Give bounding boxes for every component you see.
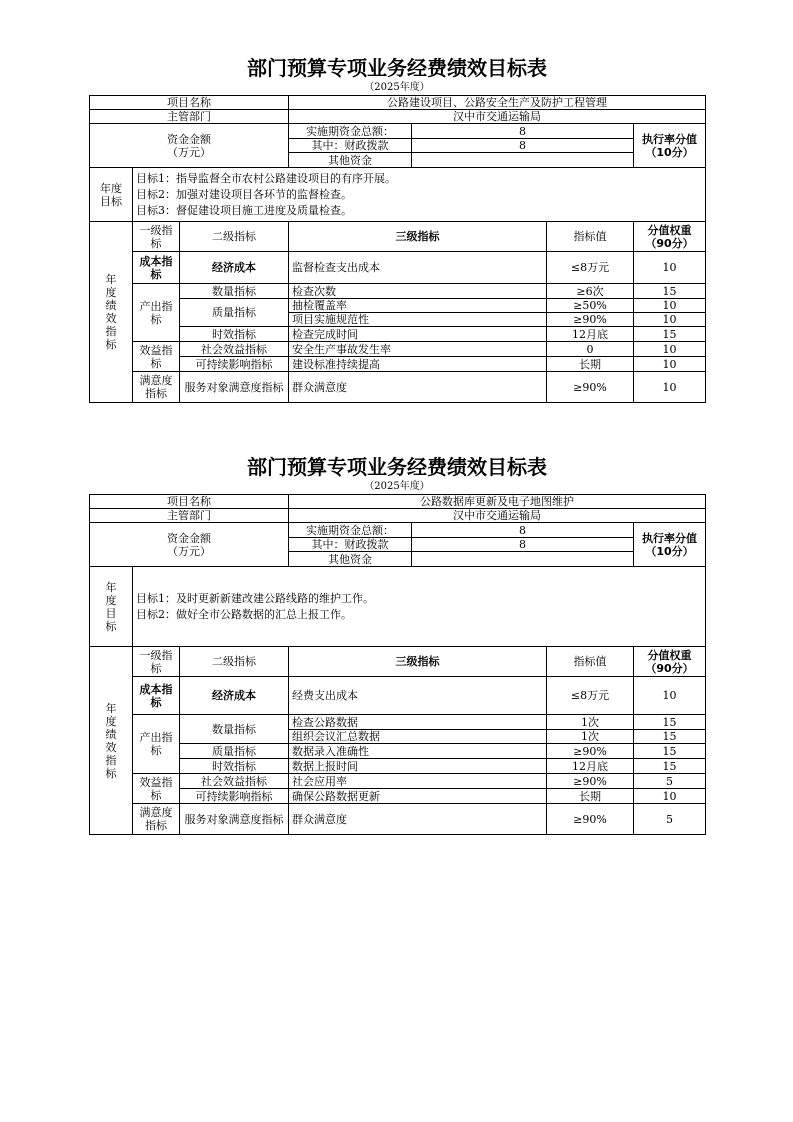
quality-item-weight: 10 <box>634 299 706 313</box>
quantity-label: 数量指标 <box>180 284 289 299</box>
annual-goal-char: 标 <box>105 619 117 633</box>
sustain-item-value: 长期 <box>547 789 634 804</box>
sustain-item-weight: 10 <box>634 357 706 372</box>
annual-goal-label <box>90 168 133 222</box>
quantity-item-name: 组织会议汇总数据 <box>289 730 547 744</box>
quantity-item-value: 1次 <box>547 730 634 744</box>
social-item-value: ≥90% <box>547 774 634 789</box>
annual-goal-char: 年 <box>105 580 117 594</box>
timeliness-label: 时效指标 <box>180 327 289 342</box>
total-funds-value: 8 <box>412 124 634 139</box>
exec-rate-header <box>634 124 706 168</box>
project-name-label: 项目名称 <box>90 495 289 509</box>
timeliness-item-weight: 15 <box>634 759 706 774</box>
timeliness-item-name: 数据上报时间 <box>289 759 547 774</box>
weight-label: 分值权重 <box>647 648 692 662</box>
funds-unit-text: （万元） <box>167 544 211 558</box>
performance-table <box>89 95 706 403</box>
funds-label-text: 资金金额 <box>167 531 211 545</box>
cost-item-value: ≤8万元 <box>547 252 634 284</box>
funds-label <box>90 523 289 567</box>
project-name-value: 公路建设项目、公路安全生产及防护工程管理 <box>289 96 706 110</box>
benefit-indicator-label: 效益指标 <box>133 342 180 372</box>
benefit-indicator-label: 效益指标 <box>133 774 180 804</box>
annual-goal-label-2: 目标 <box>100 194 122 208</box>
sheet-title: 部门预算专项业务经费绩效目标表 <box>247 56 547 80</box>
annual-goal-label-1: 年度 <box>100 181 122 195</box>
other-funds-label: 其他资金 <box>289 153 412 168</box>
quality-item-weight: 15 <box>634 744 706 759</box>
satisfaction-indicator-label: 满意度指标 <box>133 372 180 403</box>
satisfaction-item-weight: 5 <box>634 804 706 835</box>
exec-rate-label: 执行率分值 <box>642 531 697 545</box>
satisfaction-item-value: ≥90% <box>547 804 634 835</box>
perf-label-char: 度 <box>105 714 117 728</box>
quantity-label: 数量指标 <box>180 715 289 744</box>
performance-table <box>89 494 706 835</box>
quantity-item-weight: 15 <box>634 730 706 744</box>
perf-label-char: 标 <box>105 338 117 351</box>
timeliness-item-value: 12月底 <box>547 759 634 774</box>
sustain-label: 可持续影响指标 <box>180 357 289 372</box>
social-item-value: 0 <box>547 342 634 357</box>
social-item-name: 安全生产事故发生率 <box>289 342 547 357</box>
level1-header: 一级指标 <box>133 222 180 252</box>
social-benefit-label: 社会效益指标 <box>180 774 289 789</box>
funds-label <box>90 124 289 168</box>
exec-rate-score: （10分） <box>645 145 694 159</box>
quality-item-value: ≥90% <box>547 744 634 759</box>
quality-item-name: 抽检覆盖率 <box>289 299 547 313</box>
department-value: 汉中市交通运输局 <box>289 509 706 523</box>
timeliness-item-weight: 15 <box>634 327 706 342</box>
weight-score: （90分） <box>645 661 694 675</box>
timeliness-label: 时效指标 <box>180 759 289 774</box>
annual-goal-label <box>90 567 133 647</box>
other-funds-label: 其他资金 <box>289 552 412 567</box>
annual-goal-content <box>133 168 706 222</box>
level2-header: 二级指标 <box>180 222 289 252</box>
cost-item-weight: 10 <box>634 677 706 715</box>
sustain-label: 可持续影响指标 <box>180 789 289 804</box>
satisfaction-item-name: 群众满意度 <box>289 372 547 403</box>
funds-unit-text: （万元） <box>167 145 211 159</box>
other-funds-value <box>412 153 634 168</box>
fiscal-funds-label: 其中：财政拨款 <box>289 139 412 153</box>
quantity-item-weight: 15 <box>634 284 706 299</box>
quality-item-name: 数据录入准确性 <box>289 744 547 759</box>
total-funds-label: 实施期资金总额： <box>289 523 412 538</box>
satisfaction-item-name: 群众满意度 <box>289 804 547 835</box>
quality-item-weight: 10 <box>634 313 706 327</box>
goal-item: 目标1：指导监督全市农村公路建设项目的有序开展。 <box>136 172 396 185</box>
timeliness-item-value: 12月底 <box>547 327 634 342</box>
annual-goal-char: 目 <box>105 606 117 620</box>
sustain-item-name: 建设标准持续提高 <box>289 357 547 372</box>
quality-item-value: ≥50% <box>547 299 634 313</box>
fiscal-funds-value: 8 <box>412 538 634 552</box>
sustain-item-value: 长期 <box>547 357 634 372</box>
social-item-name: 社会应用率 <box>289 774 547 789</box>
satisfaction-indicator-label: 满意度指标 <box>133 804 180 835</box>
perf-label-char: 标 <box>105 766 117 780</box>
service-satisfaction-label: 服务对象满意度指标 <box>180 372 289 403</box>
social-benefit-label: 社会效益指标 <box>180 342 289 357</box>
perf-label-char: 度 <box>105 286 117 299</box>
cost-indicator-label: 成本指标 <box>133 252 180 284</box>
quality-label: 质量指标 <box>180 299 289 327</box>
perf-label-char: 绩 <box>105 299 117 312</box>
project-name-label: 项目名称 <box>90 96 289 110</box>
department-label: 主管部门 <box>90 110 289 124</box>
perf-label-char: 效 <box>105 312 117 325</box>
annual-goal-char: 度 <box>105 593 117 607</box>
other-funds-value <box>412 552 634 567</box>
department-value: 汉中市交通运输局 <box>289 110 706 124</box>
timeliness-item-name: 检查完成时间 <box>289 327 547 342</box>
social-item-weight: 5 <box>634 774 706 789</box>
fiscal-funds-value: 8 <box>412 139 634 153</box>
weight-score: （90分） <box>645 236 694 250</box>
level3-header: 三级指标 <box>289 222 547 252</box>
indicator-value-header: 指标值 <box>547 222 634 252</box>
perf-label-char: 年 <box>105 273 117 286</box>
goal-item: 目标2：做好全市公路数据的汇总上报工作。 <box>136 607 352 621</box>
level1-header: 一级指标 <box>133 647 180 677</box>
satisfaction-item-weight: 10 <box>634 372 706 403</box>
weight-header <box>634 222 706 252</box>
quantity-item-value: ≥6次 <box>547 284 634 299</box>
total-funds-value: 8 <box>412 523 634 538</box>
perf-label-char: 年 <box>105 701 117 715</box>
cost-item-name: 监督检查支出成本 <box>289 252 547 284</box>
cost-item-weight: 10 <box>634 252 706 284</box>
social-item-weight: 10 <box>634 342 706 357</box>
weight-header <box>634 647 706 677</box>
sheet-year: （2025年度） <box>364 481 430 492</box>
econ-cost-label: 经济成本 <box>180 252 289 284</box>
annual-goal-content <box>133 567 706 647</box>
level2-header: 二级指标 <box>180 647 289 677</box>
perf-label-char: 绩 <box>105 727 117 741</box>
sustain-item-name: 确保公路数据更新 <box>289 789 547 804</box>
perf-indicator-label <box>90 222 133 403</box>
exec-rate-label: 执行率分值 <box>642 132 697 146</box>
econ-cost-label: 经济成本 <box>180 677 289 715</box>
quality-item-value: ≥90% <box>547 313 634 327</box>
sustain-item-weight: 10 <box>634 789 706 804</box>
sheet-year: （2025年度） <box>364 82 430 93</box>
indicator-value-header: 指标值 <box>547 647 634 677</box>
perf-label-char: 指 <box>105 753 117 767</box>
perf-label-char: 效 <box>105 740 117 754</box>
quality-label: 质量指标 <box>180 744 289 759</box>
performance-sheet-1 <box>89 55 705 403</box>
quality-item-name: 项目实施规范性 <box>289 313 547 327</box>
exec-rate-header <box>634 523 706 567</box>
output-indicator-label: 产出指标 <box>133 715 180 774</box>
project-name-value: 公路数据库更新及电子地图维护 <box>289 495 706 509</box>
funds-label-text: 资金金额 <box>167 132 211 146</box>
output-indicator-label: 产出指标 <box>133 284 180 342</box>
cost-indicator-label: 成本指标 <box>133 677 180 715</box>
level3-header: 三级指标 <box>289 647 547 677</box>
perf-label-char: 指 <box>105 325 117 338</box>
sheet-title: 部门预算专项业务经费绩效目标表 <box>247 455 547 479</box>
department-label: 主管部门 <box>90 509 289 523</box>
fiscal-funds-label: 其中：财政拨款 <box>289 538 412 552</box>
goal-item: 目标1：及时更新新建改建公路线路的维护工作。 <box>136 591 374 605</box>
exec-rate-score: （10分） <box>645 544 694 558</box>
service-satisfaction-label: 服务对象满意度指标 <box>180 804 289 835</box>
quantity-item-name: 检查次数 <box>289 284 547 299</box>
goal-item: 目标3：督促建设项目施工进度及质量检查。 <box>136 204 352 217</box>
quantity-item-weight: 15 <box>634 715 706 730</box>
cost-item-value: ≤8万元 <box>547 677 634 715</box>
quantity-item-value: 1次 <box>547 715 634 730</box>
satisfaction-item-value: ≥90% <box>547 372 634 403</box>
weight-label: 分值权重 <box>647 223 692 237</box>
quantity-item-name: 检查公路数据 <box>289 715 547 730</box>
total-funds-label: 实施期资金总额： <box>289 124 412 139</box>
goal-item: 目标2：加强对建设项目各环节的监督检查。 <box>136 188 352 201</box>
cost-item-name: 经费支出成本 <box>289 677 547 715</box>
perf-indicator-label <box>90 647 133 835</box>
performance-sheet-2 <box>89 454 705 835</box>
